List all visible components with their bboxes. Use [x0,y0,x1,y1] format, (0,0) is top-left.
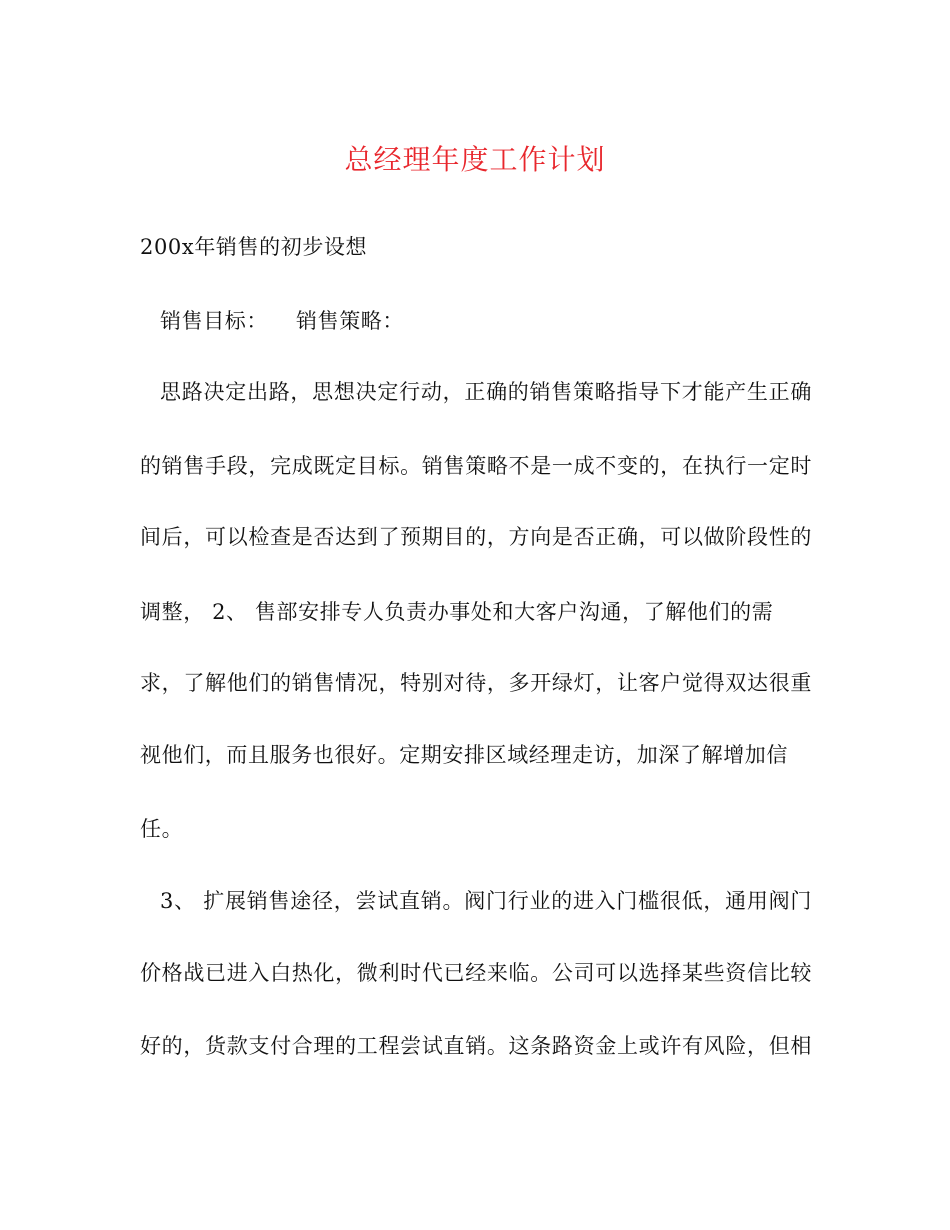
sales-strategy-label: 销售策略： [296,309,404,333]
sales-target-label: 销售目标： [160,309,268,333]
paragraph-1-line-3: 间后，可以检查是否达到了预期目的，方向是否正确，可以做阶段性的 [140,525,812,549]
paragraph-1-line-4: 调整， 2、 售部安排专人负责办事处和大客户沟通，了解他们的需 [140,600,774,624]
paragraph-2-line-1: 3、 扩展销售途径，尝试直销。阀门行业的进入门槛很低，通用阀门 [160,889,812,913]
document-title: 总经理年度工作计划 [344,143,606,176]
targets-line [160,306,840,336]
paragraph-2-line-2: 价格战已进入白热化，微利时代已经来临。公司可以选择某些资信比较 [140,961,812,985]
paragraph-1-line-5: 求，了解他们的销售情况，特别对待，多开绿灯，让客户觉得双达很重 [140,671,812,695]
paragraph-1-line-1: 思路决定出路，思想决定行动，正确的销售策略指导下才能产生正确 [160,380,812,404]
paragraph-1-line-2: 的销售手段，完成既定目标。销售策略不是一成不变的，在执行一定时 [140,454,812,478]
section-heading: 200x年销售的初步设想 [140,235,368,259]
paragraph-2-line-3: 好的，货款支付合理的工程尝试直销。这条路资金上或许有风险，但相 [140,1034,812,1058]
paragraph-1-line-6: 视他们，而且服务也很好。定期安排区域经理走访，加深了解增加信 [140,743,788,767]
paragraph-1-line-7: 任。 [140,817,184,841]
